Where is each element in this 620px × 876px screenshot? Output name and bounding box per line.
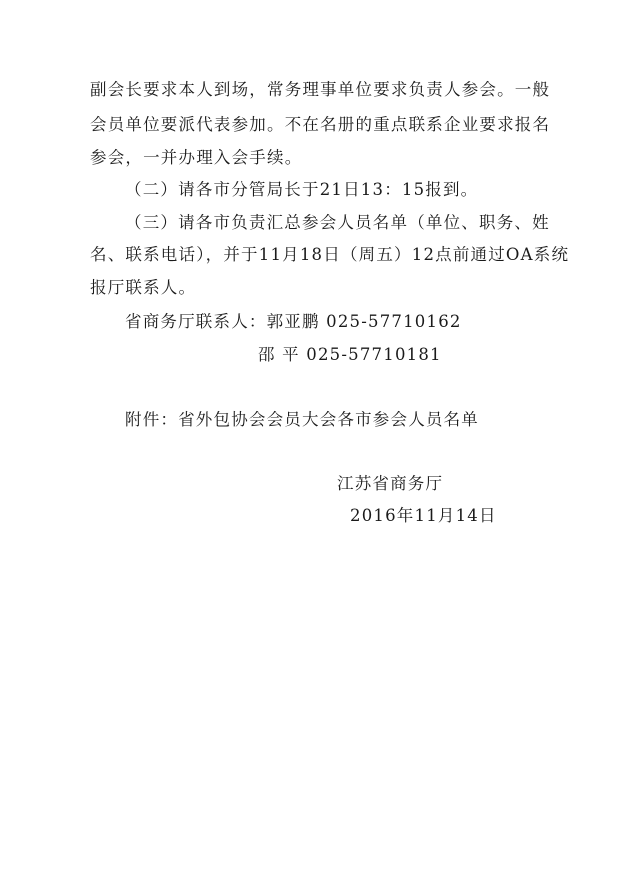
item-three-line-1: （三）请各市负责汇总参会人员名单（单位、职务、姓 (125, 213, 550, 232)
paragraph-line-2: 会员单位要派代表参加。不在名册的重点联系企业要求报名 (90, 115, 551, 134)
contact-line-1: 省商务厅联系人：郭亚鹏 025-57710162 (125, 312, 462, 331)
item-three-line-2: 名、联系电话），并于11月18日（周五）12点前通过OA系统 (90, 245, 570, 264)
item-two-line: （二）请各市分管局长于21日13：15报到。 (125, 180, 479, 199)
paragraph-line-1: 副会长要求本人到场，常务理事单位要求负责人参会。一般 (90, 80, 551, 99)
attachment-line: 附件：省外包协会会员大会各市参会人员名单 (125, 410, 479, 429)
item-three-line-3: 报厅联系人。 (90, 278, 197, 297)
contact-line-2: 邵 平 025-57710181 (258, 345, 442, 364)
signature-organization: 江苏省商务厅 (337, 474, 444, 493)
signature-date: 2016年11月14日 (350, 506, 497, 525)
paragraph-line-3: 参会，一并办理入会手续。 (90, 148, 303, 167)
